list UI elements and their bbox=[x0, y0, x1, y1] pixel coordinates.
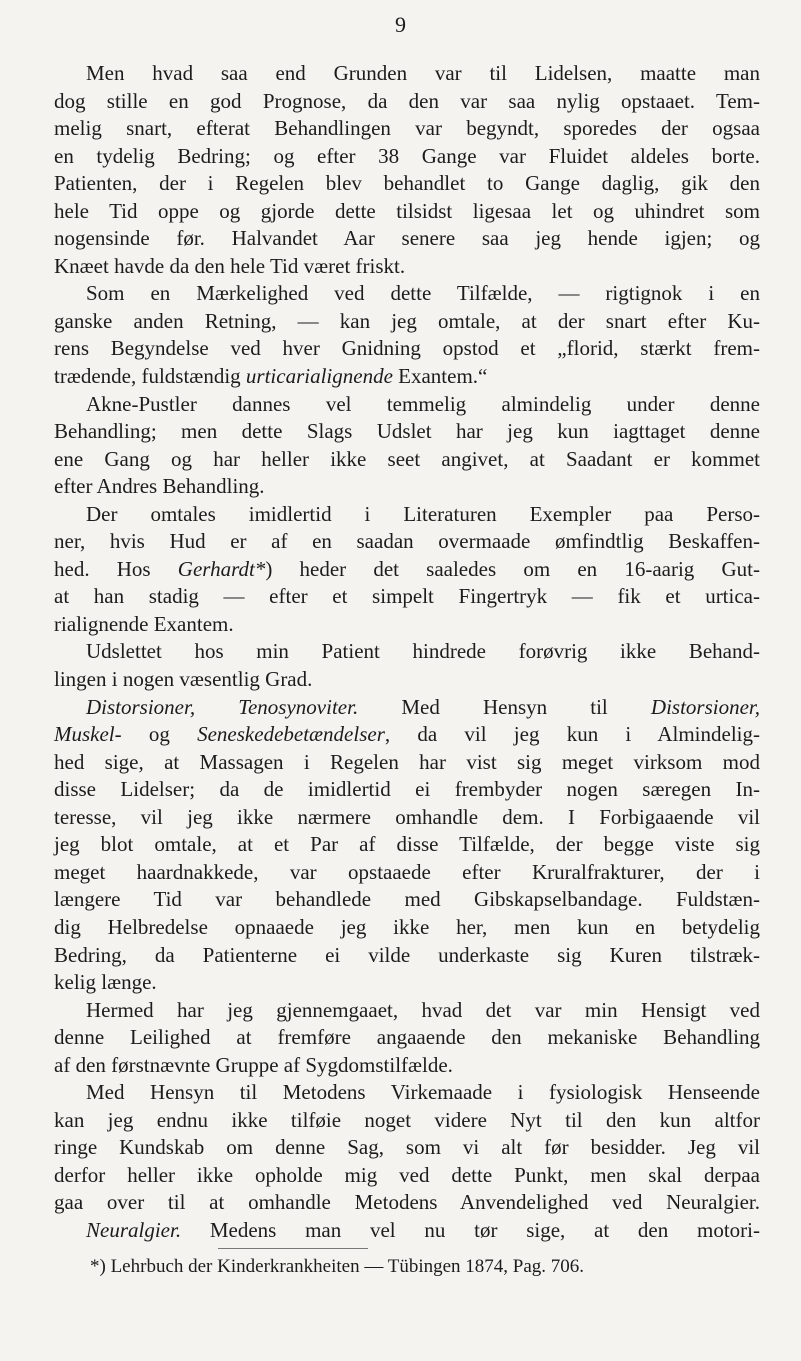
italic-span: Muskel- bbox=[54, 722, 122, 747]
text-line: længere Tid var behandlede med Gibskapselbandage. Fuldstæn- bbox=[54, 887, 760, 912]
text-line: ner, hvis Hud er af en saadan overmaade ømfindtlig Beskaffen- bbox=[54, 529, 760, 554]
text-line: derfor heller ikke opholde mig ved dette Punkt, men skal derpaa bbox=[54, 1162, 760, 1187]
text-line: kan jeg endnu ikke tilføie noget videre Nyt til den kun altfor bbox=[54, 1107, 760, 1132]
text-line: Bedring, da Patienterne ei vilde underkaste sig Kuren tilstræk- bbox=[54, 942, 760, 967]
text-line: Knæet havde da den hele Tid været friskt. bbox=[54, 253, 406, 278]
text-span: trædende, fuldstændig bbox=[54, 364, 246, 389]
text-line: Behandling; men dette Slags Udslet har jeg kun iagttaget denne bbox=[54, 419, 760, 444]
text-line: nogensinde før. Halvandet Aar senere saa jeg hende igjen; og bbox=[54, 226, 760, 251]
text-line: dig Helbredelse opnaaede jeg ikke her, men kun en betydelig bbox=[54, 914, 760, 939]
text-line: Hermed har jeg gjennemgaaet, hvad det var min Hensigt ved bbox=[86, 997, 760, 1022]
text-line: dog stille en god Prognose, da den var saa nylig opstaaet. Tem- bbox=[54, 88, 760, 113]
italic-span: Distorsioner, bbox=[650, 694, 761, 719]
text-line: teresse, vil jeg ikke nærmere omhandle dem. I Forbigaaende vil bbox=[54, 804, 760, 829]
text-span: og bbox=[121, 722, 198, 747]
text-line: hed sige, at Massagen i Regelen har vist sig meget virksom mod bbox=[54, 749, 760, 774]
text-line bbox=[54, 721, 760, 749]
text-line: hele Tid oppe og gjorde dette tilsidst ligesaa let og uhindret som bbox=[54, 198, 760, 223]
text-line: disse Lidelser; da de imidlertid ei frembyder nogen særegen In- bbox=[54, 777, 760, 802]
text-span: Med Hensyn til bbox=[358, 694, 651, 719]
text-line: ene Gang og har heller ikke seet angivet, at Saadant er kommet bbox=[54, 446, 760, 471]
footnote: *) Lehrbuch der Kinderkrankheiten — Tübingen 1874, Pag. 706. bbox=[90, 1256, 585, 1277]
italic-span: Distorsioner, Tenosynoviter. bbox=[86, 694, 359, 719]
text-line bbox=[54, 363, 760, 391]
text-span: ) heder det saaledes om en 16-aarig Gut- bbox=[265, 556, 760, 581]
text-line: Akne-Pustler dannes vel temmelig almindelig under denne bbox=[86, 391, 760, 416]
text-line: gaa over til at omhandle Metodens Anvendelighed ved Neuralgier. bbox=[54, 1190, 760, 1215]
text-line: ganske anden Retning, — kan jeg omtale, at der snart efter Ku- bbox=[54, 308, 760, 333]
text-body bbox=[54, 60, 760, 1245]
page-number: 9 bbox=[395, 12, 406, 37]
italic-span: urticarialignende bbox=[245, 364, 393, 389]
text-line: efter Andres Behandling. bbox=[54, 474, 265, 499]
text-line: melig snart, efterat Behandlingen var begyndt, sporedes der ogsaa bbox=[54, 116, 760, 141]
text-line: Der omtales imidlertid i Literaturen Exempler paa Perso- bbox=[86, 501, 760, 526]
text-line: ringe Kundskab om denne Sag, som vi alt før besidder. Jeg vil bbox=[54, 1135, 760, 1160]
text-line: kelig længe. bbox=[54, 970, 157, 995]
text-line: rens Begyndelse ved hver Gnidning opstod et „florid, stærkt frem- bbox=[54, 336, 760, 361]
text-span: , da vil jeg kun i Almindelig- bbox=[384, 722, 760, 747]
italic-span: Gerhardt* bbox=[177, 556, 266, 581]
text-span: hed. Hos bbox=[54, 556, 178, 581]
text-line: af den førstnævnte Gruppe af Sygdomstilfælde. bbox=[54, 1052, 453, 1077]
text-line: Patienten, der i Regelen blev behandlet to Gange daglig, gik den bbox=[54, 171, 760, 196]
text-line: meget haardnakkede, var opstaaede efter Kruralfrakturer, der i bbox=[54, 859, 760, 884]
text-line: Som en Mærkelighed ved dette Tilfælde, — rigtignok i en bbox=[86, 281, 760, 306]
text-line: en tydelig Bedring; og efter 38 Gange var Fluidet aldeles borte. bbox=[54, 143, 760, 168]
italic-span: Seneskedebetændelser bbox=[197, 722, 385, 747]
footnote-divider bbox=[218, 1248, 368, 1249]
text-span: Exantem.“ bbox=[392, 364, 488, 389]
text-line: jeg blot omtale, at et Par af disse Tilfælde, der begge viste sig bbox=[54, 832, 760, 857]
text-line: Men hvad saa end Grunden var til Lidelsen, maatte man bbox=[86, 61, 760, 85]
text-span: Medens man vel nu tør sige, at den motori- bbox=[181, 1217, 760, 1242]
text-line bbox=[54, 1217, 760, 1245]
text-line bbox=[54, 556, 760, 584]
text-line: denne Leilighed at fremføre angaaende den mekaniske Behandling bbox=[54, 1025, 760, 1050]
text-line: at han stadig — efter et simpelt Fingertryk — fik et urtica- bbox=[54, 584, 760, 609]
text-line: Med Hensyn til Metodens Virkemaade i fysiologisk Henseende bbox=[86, 1080, 760, 1105]
text-line: Udslettet hos min Patient hindrede forøvrig ikke Behand- bbox=[86, 639, 760, 664]
text-line: rialignende Exantem. bbox=[54, 611, 234, 636]
text-line bbox=[54, 694, 760, 722]
text-line: lingen i nogen væsentlig Grad. bbox=[54, 667, 313, 692]
italic-span: Neuralgier. bbox=[86, 1217, 182, 1242]
